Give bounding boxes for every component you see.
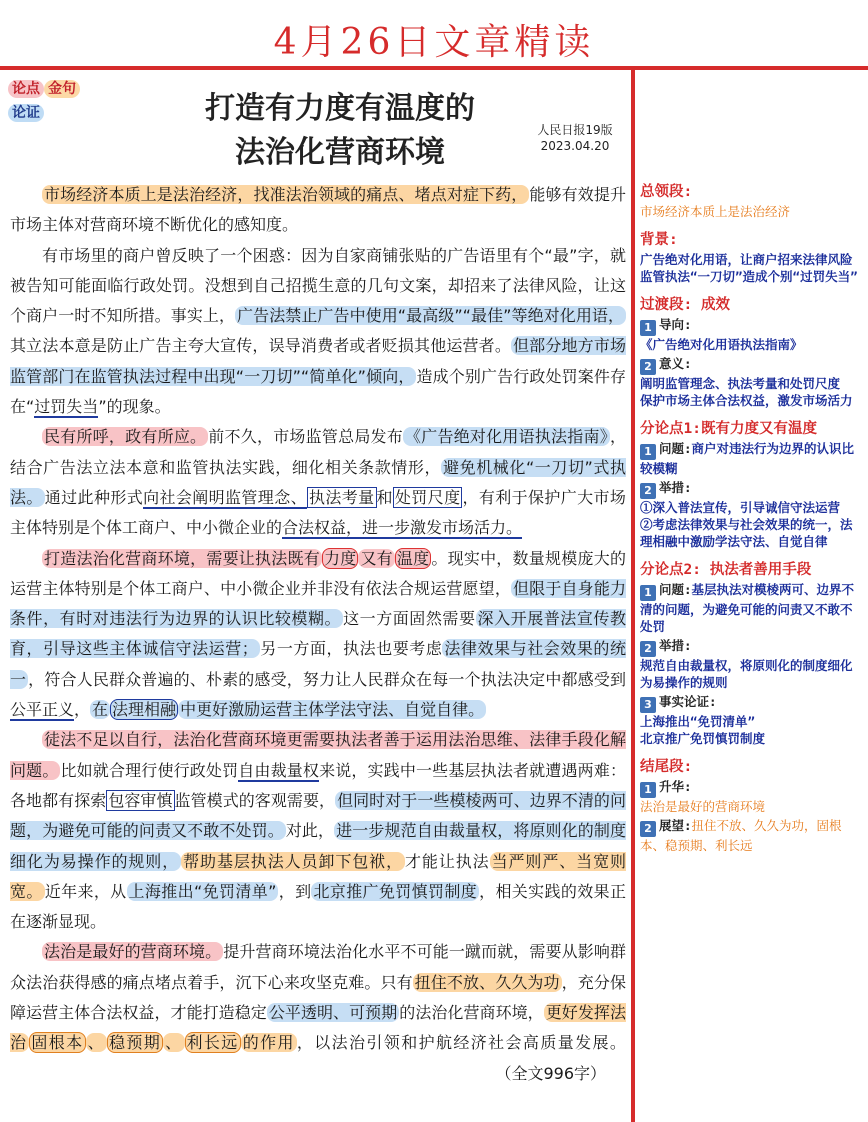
note-item <box>640 355 864 375</box>
analysis-notes <box>640 184 864 854</box>
text: 造成个别广告行政处罚案件存在“ <box>10 366 626 417</box>
note-label: 问题: <box>659 582 692 597</box>
argument-highlight: 法律效果与社会效果的统一 <box>10 639 626 689</box>
golden-sentence: 市场经济本质上是法治经济，找准法治领域的痛点、堵点对症下药， <box>44 185 528 204</box>
note-item <box>640 693 864 713</box>
note-text: 商户对违法行为边界的认识比较模糊 <box>640 441 855 476</box>
note-text: 上海推出“免罚清单” <box>640 714 756 729</box>
article-title-line1: 打造有力度有温度的 <box>205 91 475 126</box>
legend-lundian: 论点 <box>8 80 44 98</box>
text: 和 <box>376 487 393 507</box>
boxed-term: 温度 <box>396 548 430 568</box>
note-label: 展望: <box>659 818 692 833</box>
thesis-highlight: 打造法治化营商环境，需要让执法既有 <box>44 548 320 568</box>
argument-highlight: 进一步规范自由裁量权，将原则化的制度细化为易操作的规则， <box>10 821 626 871</box>
thesis-highlight: 民有所呼，政有所应。 <box>44 427 207 447</box>
note-text: 法治是最好的营商环境 <box>640 799 766 814</box>
paragraph-6 <box>10 937 626 1088</box>
underlined-term: 公平正义 <box>10 700 75 720</box>
note-text: 北京推广免罚慎罚制度 <box>640 731 766 746</box>
paragraph-2 <box>10 241 626 423</box>
text: 能够有效提升市场主体对营商环境不断优化的感知度。 <box>10 185 626 235</box>
boxed-term: 利长远 <box>186 1033 239 1053</box>
note-item <box>640 581 864 635</box>
argument-highlight: 北京推广免罚慎罚制度 <box>313 881 478 901</box>
argument-highlight: 避免机械化“一刀切”式执法。 <box>10 457 626 507</box>
text: 另一方面，执法也要考虑 <box>259 639 443 659</box>
column-divider <box>631 70 635 1122</box>
thesis-highlight: 又有 <box>360 548 393 568</box>
note-heading-jiewei: 结尾段: <box>640 759 693 775</box>
argument-highlight: 但同时对于一些模棱两可、边界不清的问题，为避免可能的问责又不敢不处罚。 <box>10 790 626 841</box>
text: 对此， <box>285 821 335 841</box>
number-badge: 2 <box>640 641 656 657</box>
number-badge: 2 <box>640 821 656 837</box>
legend-lunzheng: 论证 <box>8 104 44 122</box>
boxed-term: 力度 <box>323 548 357 568</box>
number-badge: 1 <box>640 444 656 460</box>
note-text: ①深入普法宣传，引导诚信守法运营 <box>640 500 841 515</box>
argument-highlight: 《广告绝对化用语执法指南》 <box>405 427 608 447</box>
text: ，有利于保护广大市场主体特别是个体工商户、中小微企业的 <box>10 487 626 538</box>
note-heading-fen2: 分论点2: 执法者善用手段 <box>640 562 812 578</box>
golden-sentence: 帮助基层执法人员卸下包袱， <box>183 851 404 871</box>
source-paper: 人民日报19版 <box>537 123 613 137</box>
text: 这一方面固然需要 <box>343 609 476 629</box>
note-item <box>640 479 864 499</box>
thesis-highlight: 徒法不足以自行，法治化营商环境更需要执法者善于运用法治思维、法律手段化解问题。 <box>10 730 626 780</box>
note-label: 举措: <box>659 480 692 495</box>
note-item <box>640 817 864 854</box>
text: ”的现象。 <box>98 397 171 417</box>
underlined-term: 合法权益，进一步激发市场活力。 <box>282 518 523 538</box>
underlined-term: 自由裁量权 <box>238 760 320 780</box>
argument-highlight: 深入开展普法宣传教育，引导这些主体诚信守法运营； <box>10 609 626 659</box>
note-item <box>640 316 864 336</box>
text: 有市场里的商户曾反映了一个困惑：因为自家商铺张贴的广告语里有个“最”字，就被告知可能面临行政处罚。没想到自己招揽生意的几句文案，却招来了法律风险，让这个商户一时不知所措。事实上， <box>10 245 626 326</box>
note-label: 意义: <box>659 356 692 371</box>
golden-sentence: 、 <box>165 1033 183 1053</box>
note-text: 保护市场主体合法权益，激发市场活力 <box>640 393 853 408</box>
note-text: 广告绝对化用语，让商户招来法律风险 <box>640 252 853 267</box>
boxed-term: 固根本 <box>31 1033 84 1053</box>
text: 近年来，从 <box>44 881 127 901</box>
word-count: （全文996字） <box>495 1063 606 1083</box>
header-divider <box>0 66 868 70</box>
text: ，以法治引领和护航经济社会高质量发展。 <box>296 1033 626 1053</box>
text: 监管模式的客观需要， <box>174 790 336 810</box>
text: 来说，实践中一些基层执法者就遭遇两难：各地都有探索 <box>10 760 626 810</box>
text: ，相关实践的效果正在逐渐显现。 <box>10 881 626 932</box>
paragraph-1 <box>10 180 626 241</box>
boxed-term: 执法考量 <box>308 487 375 507</box>
note-item <box>640 778 864 798</box>
text: 的法治化营商环境， <box>399 1003 544 1023</box>
article-title-line2: 法治化营商环境 <box>235 135 445 170</box>
boxed-term: 法理相融 <box>112 700 177 720</box>
number-badge: 1 <box>640 782 656 798</box>
argument-highlight: 在 <box>92 700 109 720</box>
argument-highlight: 上海推出“免罚清单” <box>128 881 277 901</box>
number-badge: 1 <box>640 320 656 336</box>
text: ，结合广告法立法本意和监管执法实践，细化相关条款情形， <box>10 427 626 477</box>
boxed-term: 处罚尺度 <box>394 487 461 507</box>
note-text: 市场经济本质上是法治经济 <box>640 204 791 219</box>
number-badge: 1 <box>640 585 656 601</box>
note-item <box>640 637 864 657</box>
legend-row-2 <box>8 104 44 122</box>
page-header <box>0 0 868 70</box>
golden-sentence: 更好发挥法治 <box>10 1003 626 1053</box>
text: 通过此种形式 <box>44 487 144 507</box>
text: 才能让执法 <box>405 851 490 871</box>
argument-highlight: 公平透明、可预期 <box>268 1003 398 1023</box>
number-badge: 2 <box>640 483 656 499</box>
thesis-highlight: 法治是最好的营商环境。 <box>44 942 222 962</box>
paragraph-5 <box>10 725 626 937</box>
paragraph-3 <box>10 422 626 543</box>
golden-sentence: 的作用 <box>242 1033 295 1053</box>
note-label: 问题: <box>659 441 692 456</box>
text: ， <box>74 700 91 720</box>
note-text: 扭住不放、久久为功，固根本、稳预期、利长远 <box>640 818 842 853</box>
note-label: 举措: <box>659 638 692 653</box>
argument-highlight: 但限于自身能力条件，有时对违法行为边界的认识比较模糊。 <box>10 578 626 629</box>
note-text: 阐明监管理念、执法考量和处罚尺度 <box>640 376 841 391</box>
note-label: 事实论证: <box>659 694 717 709</box>
source-date: 2023.04.20 <box>540 139 610 153</box>
paragraph-4 <box>10 544 626 726</box>
note-item <box>640 440 864 477</box>
note-text: 监管执法“一刀切”造成个别“过罚失当” <box>640 269 858 284</box>
note-text: ②考虑法律效果与社会效果的统一，法理相融中激励学法守法、自觉自律 <box>640 517 853 549</box>
note-text: 规范自由裁量权，将原则化的制度细化为易操作的规则 <box>640 658 853 690</box>
note-heading-fen1: 分论点1:既有力度又有温度 <box>640 421 817 437</box>
legend-jinju: 金句 <box>44 80 80 98</box>
note-text: 基层执法对模棱两可、边界不清的问题，为避免可能的问责又不敢不处罚 <box>640 582 855 634</box>
golden-sentence: 扭住不放、久久为功 <box>414 972 560 992</box>
note-heading-guodu: 过渡段: 成效 <box>640 297 730 313</box>
text: 前不久，市场监管总局发布 <box>208 427 404 447</box>
text: 。现实中，数量规模庞大的运营主体特别是个体工商户、中小微企业并非没有依法合规运营愿望， <box>10 548 626 598</box>
underlined-term: 向社会阐明监管理念、 <box>143 487 307 507</box>
argument-highlight: 但部分地方市场监管部门在监管执法过程中出现“一刀切”“简单化”倾向， <box>10 336 626 386</box>
note-label: 升华: <box>659 779 692 794</box>
boxed-term: 包容审慎 <box>108 790 173 810</box>
boxed-term: 稳预期 <box>108 1033 162 1053</box>
text: 比如就合理行使行政处罚 <box>60 760 239 780</box>
page-title: 4月26日文章精读 <box>273 22 595 63</box>
note-label: 导向: <box>659 317 692 332</box>
note-text: 《广告绝对化用语执法指南》 <box>640 337 803 352</box>
text: 提升营商环境法治化水平不可能一蹴而就，需要从影响群众法治获得感的痛点堵点着手，沉下心来攻坚克难。只有 <box>10 942 626 992</box>
underlined-term: 过罚失当 <box>34 397 99 417</box>
article-body <box>10 180 626 1089</box>
text: ，符合人民群众普遍的、朴素的感受，努力让人民群众在每一个执法决定中都感受到 <box>28 669 626 689</box>
golden-sentence: 、 <box>87 1033 105 1053</box>
argument-highlight: 中更好激励运营主体学法守法、自觉自律。 <box>180 700 485 720</box>
golden-sentence: 当严则严、当宽则宽。 <box>10 851 626 901</box>
text: ，充分保障运营主体合法权益，才能打造稳定 <box>10 972 626 1023</box>
number-badge: 2 <box>640 359 656 375</box>
note-heading-beijing: 背景: <box>640 232 678 248</box>
number-badge: 3 <box>640 697 656 713</box>
note-heading-zonglin: 总领段: <box>640 184 693 200</box>
argument-highlight: 广告法禁止广告中使用“最高级”“最佳”等绝对化用语， <box>237 306 624 326</box>
text: 其立法本意是防止广告主夸大宣传，误导消费者或者贬损其他运营者。 <box>10 336 512 356</box>
text: ，到 <box>278 881 312 901</box>
legend-row-1 <box>8 80 80 98</box>
